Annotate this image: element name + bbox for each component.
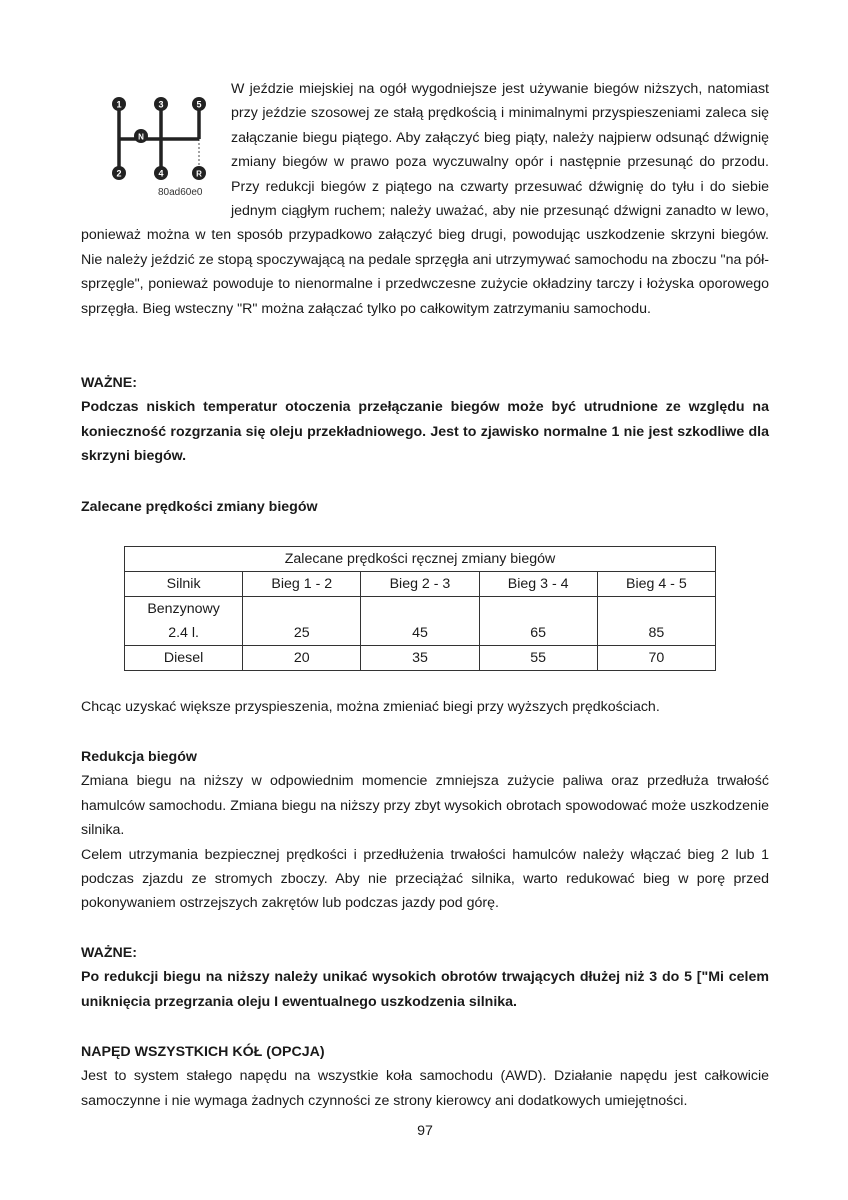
gear-label-bottom-2: 2 bbox=[116, 168, 122, 179]
table-cell: 85 bbox=[597, 597, 715, 646]
awd-text: Jest to system stałego napędu na wszystkie koła samochodu (AWD). Działanie napędu jest całkowicie samoczynne i nie wymaga żadnych czynności ze strony kierowcy ani dodatkowych umiejętności. bbox=[81, 1068, 769, 1109]
table-cell-engine bbox=[125, 597, 243, 646]
gear-pattern-icon bbox=[103, 91, 215, 203]
warning-rpm bbox=[81, 941, 769, 1014]
warning-heading: WAŻNE: bbox=[81, 945, 137, 961]
warning-temperature bbox=[81, 371, 769, 469]
diagram-code: 80ad60e0 bbox=[158, 187, 203, 198]
reduction-heading: Redukcja biegów bbox=[81, 749, 197, 765]
table-cell: 65 bbox=[479, 597, 597, 646]
warning-text: Po redukcji biegu na niższy należy unikać wysokich obrotów trwających dłużej niż 3 do 5 ["Mi celem uniknięcia przegrzania oleju I ewentualnego uszkodzenia silnika. bbox=[81, 969, 769, 1010]
page-number: 97 bbox=[417, 1123, 433, 1139]
speeds-heading: Zalecane prędkości zmiany biegów bbox=[81, 499, 318, 515]
gear-label-bottom-4: 4 bbox=[158, 168, 164, 179]
table-cell: 20 bbox=[243, 646, 361, 671]
gear-shift-diagram bbox=[81, 79, 231, 209]
table-header-gear-2-3: Bieg 2 - 3 bbox=[361, 572, 479, 597]
table-row bbox=[125, 597, 716, 646]
table-cell: 25 bbox=[243, 597, 361, 646]
gear-label-top-5: 5 bbox=[196, 99, 202, 110]
table-header-engine: Silnik bbox=[125, 572, 243, 597]
speeds-section-heading bbox=[81, 495, 769, 519]
engine-name-line1: Benzynowy bbox=[147, 601, 220, 617]
awd-heading: NAPĘD WSZYSTKICH KÓŁ (OPCJA) bbox=[81, 1044, 325, 1060]
after-table-section bbox=[81, 695, 769, 719]
gear-label-neutral: N bbox=[138, 132, 144, 142]
awd-section bbox=[81, 1040, 769, 1113]
table-cell: 55 bbox=[479, 646, 597, 671]
table-cell: 45 bbox=[361, 597, 479, 646]
warning-text: Podczas niskich temperatur otoczenia przełączanie biegów może być utrudnione ze względu na konieczność rozgrzania się oleju przekładniowego. Jest to zjawisko normalne 1 nie jest szkodliwe dla skrzyni biegów. bbox=[81, 399, 769, 465]
engine-name-line2: 2.4 l. bbox=[168, 625, 199, 641]
table-cell: 35 bbox=[361, 646, 479, 671]
warning-heading: WAŻNE: bbox=[81, 375, 137, 391]
table-caption: Zalecane prędkości ręcznej zmiany biegów bbox=[125, 547, 716, 572]
reduction-paragraph-2: Celem utrzymania bezpiecznej prędkości i przedłużenia trwałości hamulców należy włączać bieg 2 lub 1 podczas zjazdu ze stromych zboczy. Aby nie przeciążać silnika, warto redukować bieg w porę przed pokonywaniem ostrzejszych zakrętów lub podczas jazdy pod górę. bbox=[81, 846, 769, 912]
table-header-row bbox=[125, 572, 716, 597]
gear-label-top-3: 3 bbox=[158, 99, 164, 110]
table-header-gear-4-5: Bieg 4 - 5 bbox=[597, 572, 715, 597]
table-header-gear-3-4: Bieg 3 - 4 bbox=[479, 572, 597, 597]
after-table-text: Chcąc uzyskać większe przyspieszenia, można zmieniać biegi przy wyższych prędkościach. bbox=[81, 699, 660, 715]
gear-label-top-1: 1 bbox=[116, 99, 122, 110]
shift-speed-table bbox=[124, 546, 716, 671]
reduction-paragraph-1: Zmiana biegu na niższy w odpowiednim momencie zmniejsza zużycie paliwa oraz przedłuża trwałość hamulców samochodu. Zmiana biegu na niższy przy zbyt wysokich obrotach spowodować może uszkodzenie silnika. bbox=[81, 773, 769, 839]
table-header-gear-1-2: Bieg 1 - 2 bbox=[243, 572, 361, 597]
intro-paragraph: W jeździe miejskiej na ogół wygodniejsze jest używanie biegów niższych, natomiast przy jeździe szosowej ze stałą prędkością i minimalnymi przyspieszeniami zaleca się załączanie biegu piątego. Aby załączyć bieg piąty, należy najpierw odsunąć dźwignię zmiany biegów w prawo poza wyczuwalny opór i następnie przesunąć do przodu. Przy redukcji biegów z piątego na czwarty przesuwać dźwignię do tyłu i do siebie jednym ciągłym ruchem; należy uważać, aby nie przesunąć dźwigni zanadto w lewo, ponieważ można w ten sposób przypadkowo załączyć bieg drugi, powodując uszkodzenie skrzyni biegów. Nie należy jeździć ze stopą spoczywającą na pedale sprzęgła ani utrzymywać samochodu na zboczu "na pół-sprzęgle", ponieważ powoduje to nienormalne i przedwczesne zużycie okładziny tarczy i łożyska oporowego sprzęgła. Bieg wsteczny "R" można załączać tylko po całkowitym zatrzymaniu samochodu. bbox=[81, 81, 769, 317]
table-row bbox=[125, 646, 716, 671]
gear-label-bottom-r: R bbox=[196, 169, 202, 179]
table-cell: 70 bbox=[597, 646, 715, 671]
intro-section bbox=[81, 77, 769, 321]
table-cell-engine: Diesel bbox=[125, 646, 243, 671]
reduction-section bbox=[81, 745, 769, 916]
